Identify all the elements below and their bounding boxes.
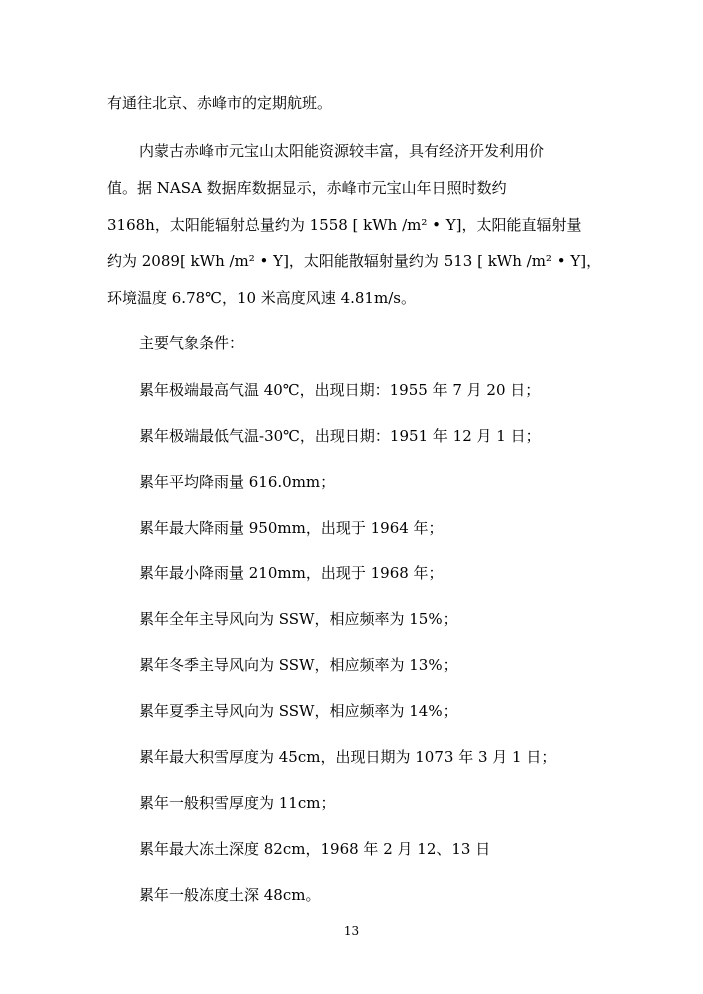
condition-line: 累年最大积雪厚度为 45cm，出现日期为 1073 年 3 月 1 日； <box>139 748 557 766</box>
condition-line: 累年全年主导风向为 SSW，相应频率为 15%； <box>139 610 458 628</box>
condition-line: 累年最大冻土深度 82cm，1968 年 2 月 12、13 日 <box>139 840 491 858</box>
paragraph-line-4: 约为 2089[ kWh /m² • Y]，太阳能散辐射量约为 513 [ kWh /m² • Y]， <box>107 252 602 270</box>
condition-line: 累年极端最高气温 40℃，出现日期：1955 年 7 月 20 日； <box>139 381 541 399</box>
condition-line: 累年一般积雪厚度为 11cm； <box>139 794 336 812</box>
page-number: 13 <box>343 924 360 938</box>
condition-line: 累年最大降雨量 950mm，出现于 1964 年； <box>139 519 444 537</box>
paragraph-line-3: 3168h，太阳能辐射总量约为 1558 [ kWh /m² • Y]，太阳能直辐射量 <box>107 216 582 234</box>
intro-line: 有通往北京、赤峰市的定期航班。 <box>107 94 333 112</box>
section-title: 主要气象条件： <box>139 334 245 352</box>
paragraph-line-5: 环境温度 6.78℃，10 米高度风速 4.81m/s。 <box>107 289 416 307</box>
paragraph-line-1: 内蒙古赤峰市元宝山太阳能资源较丰富，具有经济开发利用价 <box>139 142 545 160</box>
condition-line: 累年平均降雨量 616.0mm； <box>139 473 336 491</box>
condition-line: 累年夏季主导风向为 SSW，相应频率为 14%； <box>139 702 458 720</box>
paragraph-line-2: 值。据 NASA 数据库数据显示，赤峰市元宝山年日照时数约 <box>107 179 507 197</box>
condition-line: 累年冬季主导风向为 SSW，相应频率为 13%； <box>139 656 458 674</box>
condition-line: 累年最小降雨量 210mm，出现于 1968 年； <box>139 564 444 582</box>
condition-line: 累年一般冻度土深 48cm。 <box>139 886 321 904</box>
condition-line: 累年极端最低气温-30℃，出现日期：1951 年 12 月 1 日； <box>139 427 541 445</box>
